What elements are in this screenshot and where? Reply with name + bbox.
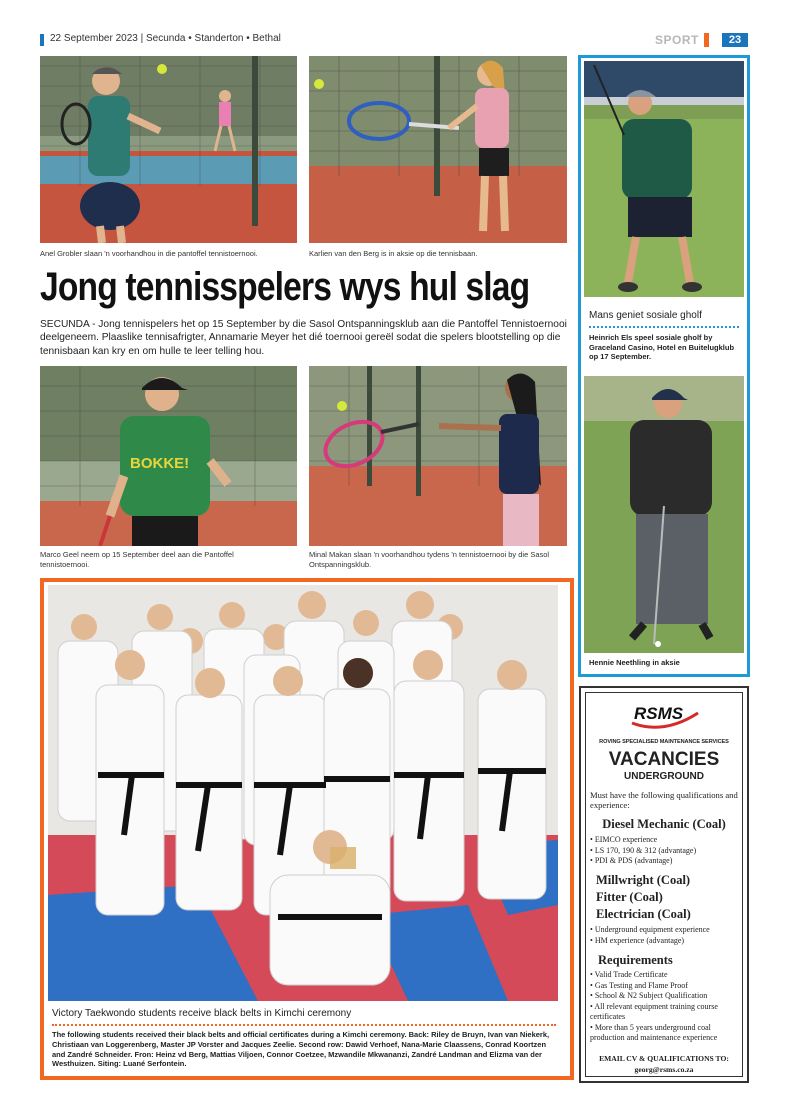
page-number: 23 [722,33,748,47]
photo-hennie-neethling-golf [584,376,744,653]
article-headline: Jong tennisspelers wys hul slag [40,265,530,309]
rsms-logo [626,699,702,729]
section-accent-bar [704,33,709,47]
golf-subtitle: Heinrich Els speel sosiale gholf by Graceland Casino, Hotel en Buitelugklub op 17 September. [589,333,735,361]
list-item: • LS 170, 190 & 312 (advantage) [590,845,697,855]
list-item: • HM experience (advantage) [590,935,685,945]
list-item: • School & N2 Subject Qualification [590,991,708,1000]
photo-anel-grobler [40,56,297,243]
email-address[interactable]: georg@rsms.co.za [634,1065,694,1074]
photo-caption-minal: Minal Makan slaan 'n voorhandhou tydens 'n tennistoernooi by die Sasol Ontspanningsklub. [309,550,550,569]
golf-caption-hennie: Hennie Neethling in aksie [589,658,680,667]
photo-marco-geel [40,366,297,546]
job-electrician: Electrician (Coal) [596,907,691,921]
email-label: EMAIL CV & QUALIFICATIONS TO: [599,1054,729,1063]
photo-caption-anel: Anel Grobler slaan 'n voorhandhou in die pantoffel tennistoernooi. [40,249,258,258]
job-trades-items [590,925,740,946]
header-accent-bar [40,34,44,46]
rsms-logo-text: RSMS [634,704,684,723]
vacancies-heading: VACANCIES [608,749,720,770]
photo-karlien-van-den-berg [309,56,567,243]
golf-divider [589,326,739,328]
list-item: • More than 5 years underground coal production and maintenance experience [590,1022,718,1042]
photo-minal-makan [309,366,567,546]
underground-heading: UNDERGROUND [624,771,704,782]
requirements-list [590,970,740,1044]
article-lead: SECUNDA - Jong tennispelers het op 15 September by die Sasol Ontspanningsklub aan die Pantoffel Tennistoernooi deelgeneem. Plaaslike tennisafrigter, Annamarie Meyer het dié toernooi gereël sodat die spelers blootstelling op die tennisbaan kan kry en om hulle te leer telling hou. [40,319,567,357]
ad-intro: Must have the following qualifications and experience: [590,790,738,810]
list-item: • EIMCO experience [590,835,658,844]
list-item: • All relevant equipment training course certificates [590,1001,718,1021]
company-name: ROVING SPECIALISED MAINTENANCE SERVICES [599,739,729,745]
rsms-vacancy-advert [579,686,749,1083]
requirements-heading: Requirements [598,953,673,967]
dateline: 22 September 2023 | Secunda • Standerton • Bethal [50,33,281,44]
taekwondo-feature-box [40,578,574,1080]
list-item: • Valid Trade Certificate [590,970,668,979]
golf-title: Mans geniet sosiale gholf [589,310,702,321]
list-item: • Underground equipment experience [590,925,710,934]
job-diesel-items [590,835,740,867]
section-label: SPORT [655,33,699,47]
photo-heinrich-els-golf [584,61,744,297]
list-item: • Gas Testing and Flame Proof [590,980,688,990]
list-item: • PDI & PDS (advantage) [590,856,673,865]
golf-feature-box [578,55,750,677]
photo-caption-karlien: Karlien van den Berg is in aksie op die tennisbaan. [309,249,478,258]
photo-victory-taekwondo-group [48,585,558,1001]
taekwondo-body: The following students received their black belts and official certificates during a Kimchi ceremony. Back: Riley de Bruyn, Ivan van Niekerk, Christiaan van Loggerenberg, Master JP Vorster and Jacques Zeelie. Second row: Dawid Verhoef, Nana-Marie Claassens, Conrad Koortzen and Zandré Schneider. Fron: Heinz vd Berg, Mattias Viljoen, Connor Coetzee, Mzwandile Mkwananzi, Zandré Landman and Elizma van der Westhuizen. Siting: Luané Serfontein. [52,1030,550,1069]
job-millwright: Millwright (Coal) [596,873,691,887]
taekwondo-divider [52,1024,556,1026]
photo-caption-marco: Marco Geel neem op 15 September deel aan die Pantoffel tennistoernooi. [40,550,234,569]
job-diesel-mechanic: Diesel Mechanic (Coal) [602,817,726,831]
taekwondo-title: Victory Taekwondo students receive black belts in Kimchi ceremony [52,1008,352,1019]
job-fitter: Fitter (Coal) [596,890,663,904]
shirt-text: BOKKE! [130,455,190,472]
